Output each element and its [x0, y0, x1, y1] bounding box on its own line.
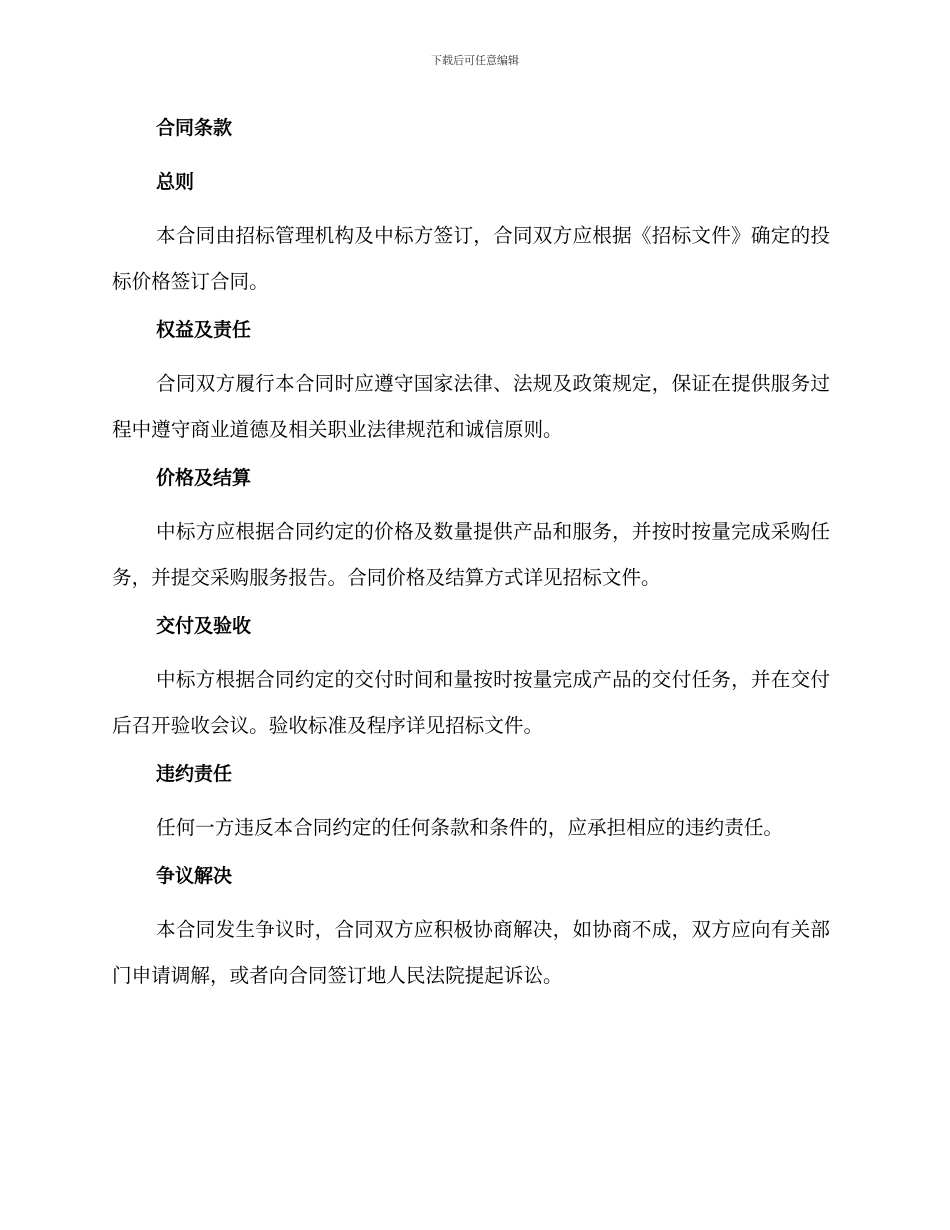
section-heading-price: 价格及结算 [156, 467, 252, 489]
section-body-rights: 合同双方履行本合同时应遵守国家法律、法规及政策规定，保证在提供服务过程中遵守商业道德及相关职业法律规范和诚信原则。 [112, 372, 830, 441]
document-title: 合同条款 [156, 117, 233, 139]
section-body-breach: 任何一方违反本合同约定的任何条款和条件的，应承担相应的违约责任。 [156, 816, 783, 839]
page-header-note: 下载后可任意编辑 [431, 54, 519, 67]
section-body-delivery: 中标方根据合同约定的交付时间和量按时按量完成产品的交付任务，并在交付后召开验收会议。验收标准及程序详见招标文件。 [112, 668, 830, 737]
section-body-price: 中标方应根据合同约定的价格及数量提供产品和服务，并按时按量完成采购任务，并提交采购服务报告。合同价格及结算方式详见招标文件。 [112, 520, 830, 589]
section-heading-delivery: 交付及验收 [156, 615, 252, 637]
section-heading-rights: 权益及责任 [156, 319, 252, 341]
section-heading-dispute: 争议解决 [156, 865, 233, 887]
section-heading-breach: 违约责任 [156, 763, 233, 785]
section-body-general: 本合同由招标管理机构及中标方签订，合同双方应根据《招标文件》确定的投标价格签订合同。 [112, 224, 830, 293]
section-heading-general: 总则 [156, 171, 195, 193]
section-body-dispute: 本合同发生争议时，合同双方应积极协商解决，如协商不成，双方应向有关部门申请调解，或者向合同签订地人民法院提起诉讼。 [112, 918, 830, 987]
document-body [112, 111, 830, 1007]
